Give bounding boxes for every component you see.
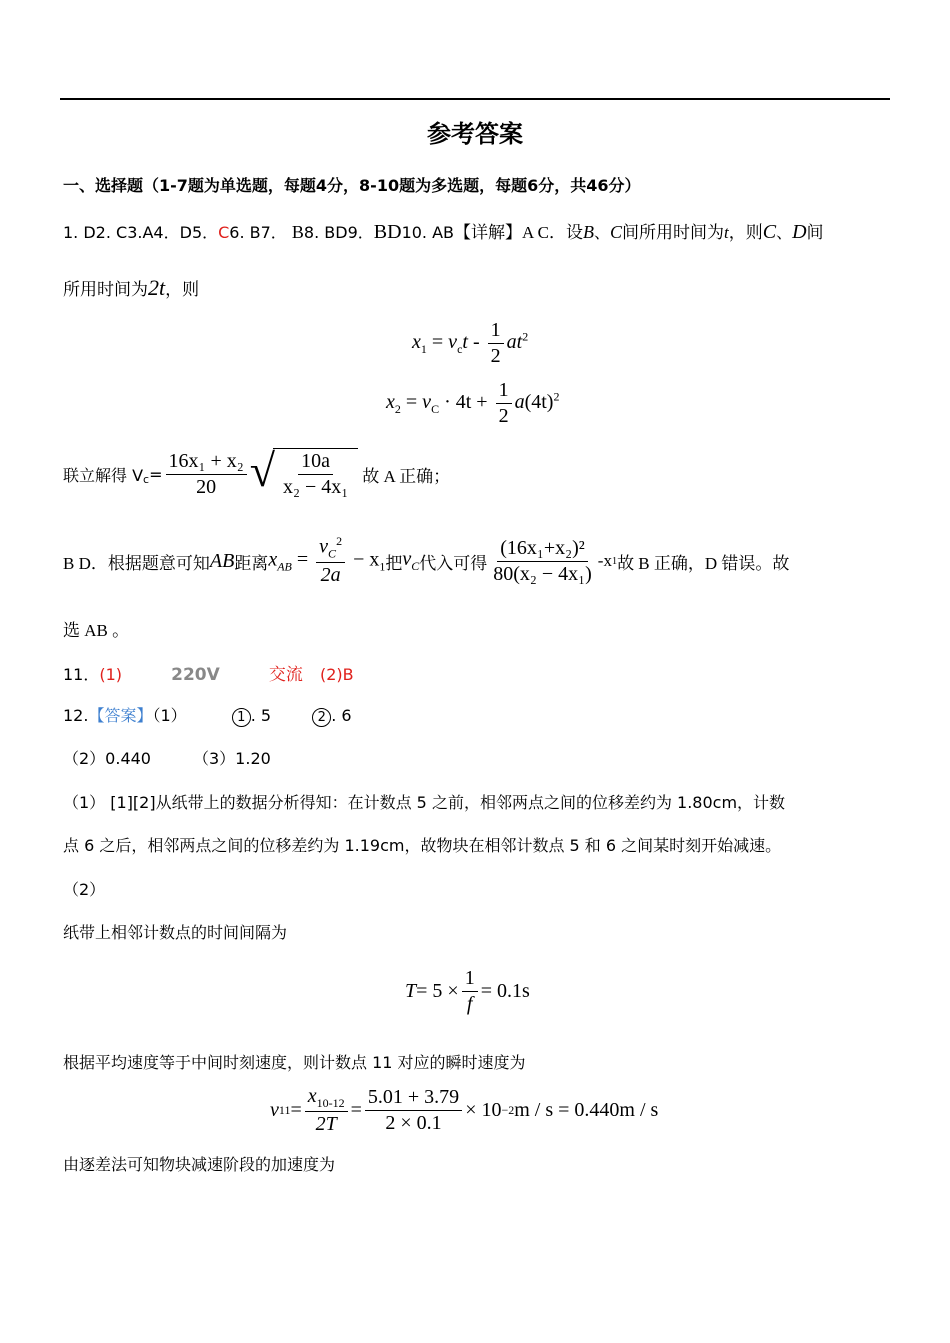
- eq1-sub: 1: [420, 342, 427, 357]
- answer-4: 4．D: [153, 223, 192, 242]
- joint-num: 16x₁ + x₂: [166, 449, 247, 475]
- equation-2: [386, 378, 559, 429]
- q12-parts: [63, 746, 271, 769]
- eqT-fraction: [462, 966, 478, 1017]
- explain-3: （2）: [63, 880, 106, 899]
- sep-2: 、: [776, 225, 793, 242]
- eqT-den: f: [466, 993, 473, 1015]
- eqv-d2: 2 × 0.1: [385, 1112, 442, 1134]
- eqv-v: v: [270, 1099, 279, 1121]
- section-heading: 一、选择题（1-7题为单选题，每题4分，8-10题为多选题，每题6分，共46分）: [63, 176, 641, 195]
- answer-7: 7．: [260, 223, 287, 242]
- sqrt-den: x₂ − 4x₁: [283, 476, 349, 498]
- bd-xab: x: [268, 548, 278, 571]
- eq2-a: a: [514, 391, 525, 414]
- joint-sub: c: [143, 473, 150, 486]
- bd-equals: =: [291, 548, 314, 571]
- q11-voltage: 220V: [171, 665, 220, 685]
- equation-v11: [270, 1084, 658, 1137]
- eqv-tailsup: −2: [501, 1103, 515, 1117]
- answer-1: 1. D: [63, 223, 96, 242]
- joint-tail: 故 A 正确；: [362, 466, 451, 486]
- q12-val1: . 5: [250, 706, 272, 725]
- equation-T: [405, 966, 530, 1017]
- eq1-at: at: [506, 331, 523, 354]
- answer-5-value: C: [218, 223, 230, 242]
- eqv-tail: × 10: [465, 1099, 502, 1121]
- bd-formula: [268, 534, 385, 588]
- joint-equals: =: [149, 464, 163, 484]
- bd-f2-den: 80(x₂ − 4x₁): [493, 562, 592, 585]
- bd-lead: B D．根据题意可知: [63, 553, 210, 573]
- q11-num: 11．: [63, 665, 100, 684]
- explain-4: 纸带上相邻计数点的时间间隔为: [63, 923, 288, 942]
- answer-9-value: BD: [373, 221, 402, 243]
- sqrt-fraction: [280, 449, 351, 500]
- bd-minus-sub: 1: [379, 559, 386, 574]
- page-title: 参考答案: [427, 120, 523, 148]
- equation-1: [412, 318, 528, 369]
- line-2-then: ，则: [165, 280, 200, 299]
- then-text: ，则: [728, 223, 763, 242]
- q12-val2: . 6: [331, 706, 352, 725]
- two-t: 2t: [148, 275, 166, 300]
- eq1-t: t: [462, 331, 468, 354]
- eqT-num: 1: [462, 966, 478, 992]
- eq2-sup: 2: [553, 389, 560, 404]
- bd-tail-2: 故 B 正确，D 错误。故: [617, 553, 790, 573]
- top-rule: [60, 98, 890, 100]
- var-t: t: [723, 223, 729, 242]
- explain-1: （1） [1][2]从纸带上的数据分析得知：在计数点 5 之前，相邻两点之间的位移差约为 1.80cm，计数: [63, 793, 786, 812]
- eq1-fraction: [488, 318, 504, 369]
- answer-6: 6. B: [229, 223, 261, 242]
- answer-10: 10. AB: [401, 223, 455, 242]
- var-D: D: [792, 221, 807, 243]
- sqrt-symbol: √: [249, 445, 275, 496]
- eqv-n1: x: [307, 1085, 317, 1107]
- eq2-mid: · 4t +: [439, 391, 493, 414]
- bd-put: 把: [385, 553, 403, 573]
- eqv-eq2: =: [350, 1099, 362, 1121]
- bd-vc: v: [402, 548, 412, 570]
- sqrt-num: 10a: [298, 449, 333, 475]
- q11-part1: (1): [99, 665, 123, 684]
- q11: [63, 660, 354, 685]
- between-text: 间: [806, 223, 824, 242]
- eq1-den: 2: [490, 345, 501, 367]
- bd-num-sup: 2: [336, 534, 343, 549]
- eq2-paren: (4t): [524, 391, 554, 414]
- joint-sqrt: [249, 445, 358, 500]
- q11-ac: 交流: [268, 665, 303, 684]
- q12-part2: （2）0.440: [63, 749, 151, 768]
- bd-dist: 距离: [234, 553, 269, 573]
- eqT-result: = 0.1s: [480, 980, 530, 1002]
- q12-answer-tag: 【答案】: [88, 706, 153, 725]
- eqv-n2: 5.01 + 3.79: [365, 1085, 462, 1111]
- line-2: [63, 275, 199, 301]
- var-C: C: [609, 222, 622, 242]
- bd-line: [63, 528, 789, 594]
- explain-2: 点 6 之后，相邻两点之间的位移差约为 1.19cm，故物块在相邻计数点 5 和 6 之间某时刻开始减速。: [63, 836, 782, 855]
- eqv-fraction-1: [305, 1084, 348, 1137]
- joint-solution: [63, 440, 450, 508]
- eq2-den: 2: [498, 405, 509, 427]
- eq1-x: x: [412, 331, 421, 354]
- answer-8: 8. BD: [303, 223, 348, 242]
- var-B: B: [582, 222, 594, 242]
- eqv-d1: 2T: [315, 1113, 337, 1135]
- q11-part2: (2)B: [319, 665, 354, 684]
- answers-line: [63, 218, 824, 244]
- eq2-equals: =: [400, 391, 423, 414]
- bd-minus: − x: [348, 548, 380, 571]
- answer-5: 5．: [191, 223, 219, 242]
- explain-5: 根据平均速度等于中间时刻速度，则计数点 11 对应的瞬时速度为: [63, 1053, 526, 1072]
- q12-num: 12.: [63, 706, 89, 725]
- eq1-sup: 2: [522, 329, 529, 344]
- eq1-vsub: c: [457, 342, 463, 357]
- q12: [63, 703, 352, 727]
- circle-2: 2: [312, 708, 331, 727]
- eqv-fraction-2: [365, 1085, 462, 1136]
- eq2-fraction: [496, 378, 512, 429]
- bd-tail: -x: [597, 551, 612, 570]
- bd-sub-into: 代入可得: [419, 553, 488, 573]
- eqv-result: m / s = 0.440m / s: [514, 1099, 659, 1121]
- joint-label: 联立解得 V: [63, 465, 144, 485]
- bd-num-sub: C: [328, 546, 337, 561]
- explain-6: 由逐差法可知物块减速阶段的加速度为: [63, 1155, 336, 1174]
- joint-den: 20: [196, 475, 217, 498]
- bd-tail-sub: 1: [611, 555, 618, 567]
- bd-f2-num: (16x₁+x₂)²: [497, 536, 588, 562]
- eq1-v: v: [448, 331, 458, 354]
- eq2-vsub: C: [431, 402, 440, 417]
- bd-fraction-2: [490, 536, 595, 587]
- eqv-vsub: 11: [278, 1103, 291, 1117]
- eq2-num: 1: [496, 378, 512, 404]
- answer-3: 3.A: [127, 223, 154, 242]
- detail-text: 【详解】A C．设: [454, 223, 583, 242]
- q12-part1: （1）: [152, 706, 187, 725]
- bd-line-2: 选 AB 。: [63, 621, 130, 640]
- eq2-sub: 2: [394, 402, 401, 417]
- bd-num: v: [319, 535, 329, 558]
- eq1-num: 1: [488, 318, 504, 344]
- var-C2: C: [762, 221, 777, 243]
- bd-xab-sub: AB: [277, 559, 292, 574]
- answer-9: 9．: [347, 223, 374, 242]
- bd-fraction: [316, 534, 345, 588]
- circle-1: 1: [232, 708, 251, 727]
- eqT-equals: = 5 ×: [416, 980, 459, 1002]
- joint-fraction: [166, 449, 247, 500]
- eqv-eq1: =: [290, 1099, 302, 1121]
- line-2-text: 所用时间为: [63, 280, 148, 299]
- bd-vc-sub: C: [411, 559, 420, 573]
- eq1-minus: -: [467, 331, 485, 354]
- bd-AB: AB: [209, 549, 235, 572]
- eqv-n1sub: 10-12: [316, 1096, 345, 1110]
- eqT-T: T: [405, 980, 417, 1002]
- eq2-v: v: [422, 391, 432, 414]
- time-text: 间所用时间为: [621, 223, 724, 242]
- sep-1: 、: [593, 225, 610, 242]
- q12-part3: （3）1.20: [193, 749, 271, 768]
- bd-den: 2a: [320, 563, 341, 586]
- eq1-equals: =: [426, 331, 449, 354]
- answer-7-value: B: [291, 222, 304, 242]
- eq2-x: x: [386, 391, 395, 414]
- answer-2: 2. C: [95, 223, 128, 242]
